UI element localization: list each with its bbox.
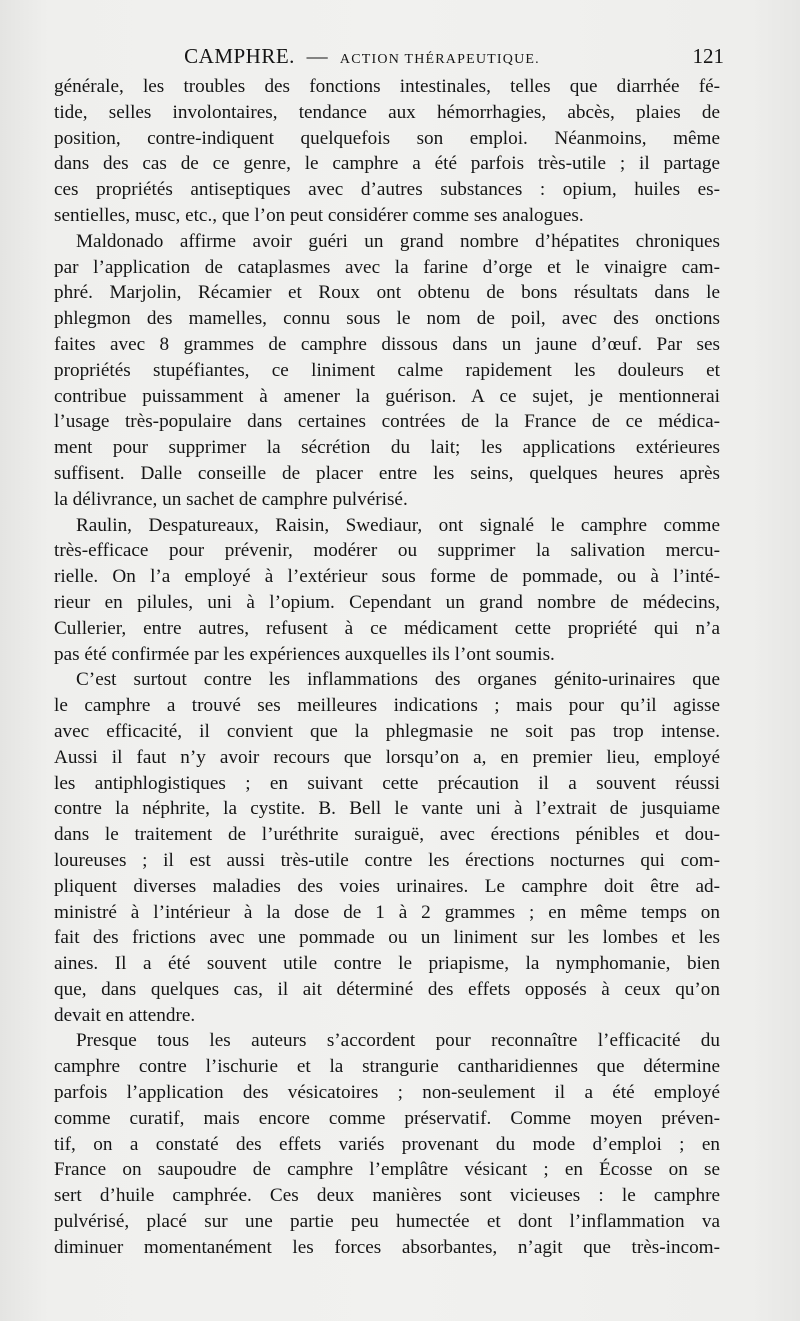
- text-line: diminuer momentanément les forces absorbantes, n’agit que très-incom-: [54, 1236, 720, 1258]
- text-line: la délivrance, un sachet de camphre pulvérisé.: [54, 488, 408, 510]
- text-line: ces propriétés antiseptiques avec d’autres substances : opium, huiles es-: [54, 179, 720, 201]
- text-line: le camphre a trouvé ses meilleures indications ; mais pour qu’il agisse: [54, 695, 720, 717]
- text-line: tif, on a constaté des effets variés provenant du mode d’emploi ; en: [54, 1133, 720, 1155]
- running-head-title: CAMPHRE.: [184, 44, 295, 68]
- text-line: pas été confirmée par les expériences auxquelles ils l’ont soumis.: [54, 643, 555, 665]
- text-line: dans le traitement de l’uréthrite suraiguë, avec érections pénibles et dou-: [54, 824, 720, 846]
- text-line: ment pour supprimer la sécrétion du lait; les applications extérieures: [54, 437, 720, 459]
- text-line: faites avec 8 grammes de camphre dissous dans un jaune d’œuf. Par ses: [54, 333, 720, 355]
- text-line: contre la néphrite, la cystite. B. Bell le vante uni à l’extrait de jusquiame: [54, 798, 720, 820]
- text-line: générale, les troubles des fonctions intestinales, telles que diarrhée fé-: [54, 76, 720, 97]
- text-line: avec efficacité, il convient que la phlegmasie ne soit pas trop intense.: [54, 720, 720, 742]
- text-line: tide, selles involontaires, tendance aux hémorrhagies, abcès, plaies de: [54, 101, 720, 123]
- text-line: propriétés stupéfiantes, ce liniment calme rapidement les douleurs et: [54, 359, 720, 381]
- text-line: camphre contre l’ischurie et la strangurie cantharidiennes que détermine: [54, 1056, 720, 1078]
- running-head-subtitle: ACTION THÉRAPEUTIQUE.: [339, 52, 540, 67]
- running-head: [60, 44, 664, 69]
- text-line: loureuses ; il est aussi très-utile contre les érections nocturnes qui com-: [54, 849, 720, 871]
- text-line: pliquent diverses maladies des voies urinaires. Le camphre doit être ad-: [54, 875, 720, 897]
- text-line: Aussi il faut n’y avoir recours que lorsqu’on a, en premier lieu, employé: [54, 746, 720, 768]
- page-header: [60, 44, 724, 74]
- text-line: contribue puissamment à amener la guérison. A ce sujet, je mentionnerai: [54, 385, 720, 407]
- text-line: C’est surtout contre les inflammations des organes génito-urinaires que: [76, 669, 720, 691]
- text-line: France on saupoudre de camphre l’emplâtre vésicant ; en Écosse on se: [54, 1159, 720, 1181]
- text-line: phlegmon des mamelles, connu sous le nom de poil, avec des onctions: [54, 308, 720, 330]
- text-line: rielle. On l’a employé à l’extérieur sous forme de pommade, ou à l’inté-: [54, 566, 720, 588]
- text-line: aines. Il a été souvent utile contre le priapisme, la nymphomanie, bien: [54, 953, 720, 975]
- text-line: comme curatif, mais encore comme préservatif. Comme moyen préven-: [54, 1107, 720, 1129]
- text-line: devait en attendre.: [54, 1004, 196, 1026]
- text-line: que, dans quelques cas, il ait déterminé des effets opposés à ceux qu’on: [54, 978, 720, 1000]
- text-line: très-efficace pour prévenir, modérer ou supprimer la salivation mercu-: [54, 540, 720, 562]
- text-line: les antiphlogistiques ; en suivant cette précaution il a souvent réussi: [54, 772, 720, 794]
- text-line: position, contre-indiquent quelquefois son emploi. Néanmoins, même: [54, 127, 720, 149]
- text-line: par l’application de cataplasmes avec la farine d’orge et le vinaigre cam-: [54, 256, 720, 278]
- text-line: l’usage très-populaire dans certaines contrées de la France de ce médica-: [54, 411, 720, 433]
- text-line: rieur en pilules, uni à l’opium. Cependant un grand nombre de médecins,: [54, 591, 720, 613]
- running-head-dash: —: [306, 44, 329, 68]
- text-line: sentielles, musc, etc., que l’on peut considérer comme ses analogues.: [54, 204, 584, 226]
- text-line: Cullerier, entre autres, refusent à ce médicament cette propriété qui n’a: [54, 617, 720, 639]
- text-line: sert d’huile camphrée. Ces deux manières sont vicieuses : le camphre: [54, 1185, 720, 1207]
- text-line: Presque tous les auteurs s’accordent pour reconnaître l’efficacité du: [76, 1030, 720, 1052]
- text-line: pulvérisé, placé sur une partie peu humectée et dont l’inflammation va: [54, 1211, 720, 1233]
- text-line: suffisent. Dalle conseille de placer entre les seins, quelques heures après: [54, 462, 720, 484]
- text-line: phré. Marjolin, Récamier et Roux ont obtenu de bons résultats dans le: [54, 282, 720, 304]
- text-line: Maldonado affirme avoir guéri un grand nombre d’hépatites chroniques: [76, 230, 720, 252]
- text-line: dans des cas de ce genre, le camphre a été parfois très-utile ; il partage: [54, 153, 720, 175]
- text-line: ministré à l’intérieur à la dose de 1 à 2 grammes ; en même temps on: [54, 901, 720, 923]
- text-line: parfois l’application des vésicatoires ; non-seulement il a été employé: [54, 1082, 720, 1104]
- text-line: Raulin, Despatureaux, Raisin, Swediaur, ont signalé le camphre comme: [76, 514, 720, 536]
- page-number: 121: [692, 44, 724, 68]
- text-line: fait des frictions avec une pommade ou un liniment sur les lombes et les: [54, 927, 720, 949]
- body-text: [54, 74, 720, 1261]
